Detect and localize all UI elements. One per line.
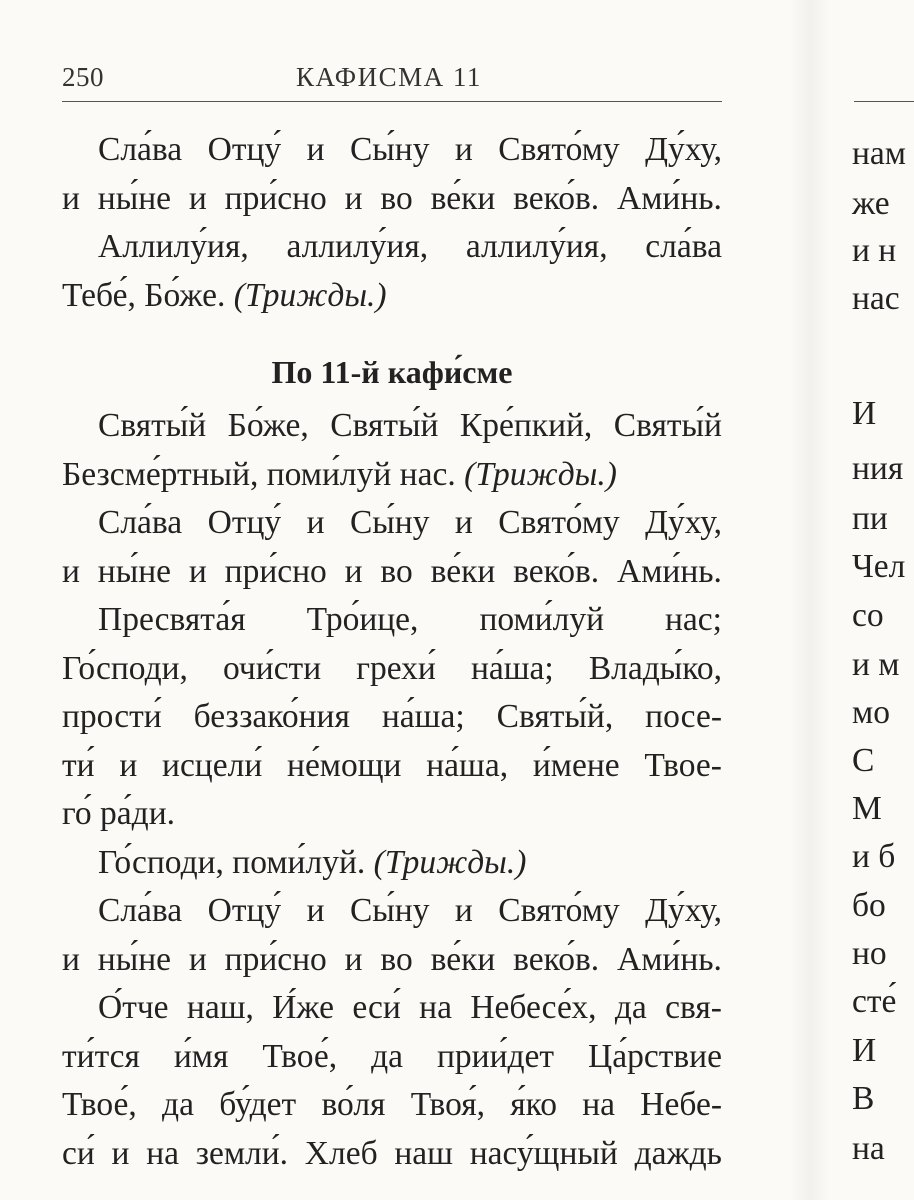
right-page-fragment: бо [852,887,886,924]
text-line: го́ ра́ди. [62,795,175,832]
word: земли́. [195,1134,289,1172]
word: во [380,940,413,978]
word: во [380,179,413,217]
right-page-fragment: ния [852,450,904,487]
text-line [62,984,722,1033]
word: аллилу́ия, [465,228,608,265]
word: во́ля [321,1086,386,1123]
word: нас; [665,601,722,638]
word: при́сно [224,940,327,978]
word: веко́в. [513,552,600,590]
text-line [62,936,722,985]
word: Свято́му [498,131,620,168]
right-page-fragment: и м [852,646,900,683]
text-line [62,402,722,451]
rubric-note: (Трижды.) [464,455,617,493]
right-page-fragment: В [852,1080,875,1117]
right-page-fragment: сте́ [852,983,897,1020]
word: ти́ [62,746,95,784]
word: на́ша, [426,746,509,784]
word: Твое́, [62,1086,137,1123]
word: Кре́пкий, [459,407,593,444]
text-line [62,645,722,694]
word: и [344,552,363,590]
word: исцели́ [162,746,263,784]
word: на́ша; [381,698,465,735]
word: во [380,552,413,590]
line-text: Тебе́, Бо́же. [62,276,234,314]
word: и [306,892,325,929]
word: и [344,940,363,978]
word: Ду́ху, [645,892,722,929]
word: и́мене [532,746,620,784]
word: бу́дет [219,1086,297,1123]
word: Небесе́х, [470,989,597,1026]
word: прости́ [62,698,162,735]
word: Отцу́ [207,892,282,929]
word: Отцу́ [207,131,282,168]
word: я́ко [510,1086,557,1123]
word: Ами́нь. [617,552,722,590]
word: на [419,989,452,1026]
word: Ца́рствие [588,1037,722,1075]
right-page-fragment: Чел [852,548,906,585]
word: и [119,746,138,784]
word: и [454,504,473,541]
word: даждь [634,1134,722,1172]
word: Бо́же, [227,407,309,444]
text-line [62,742,722,791]
section-heading: По 11-й кафи́сме [271,354,513,390]
word: беззако́ния [193,698,350,735]
text-line [62,451,722,500]
text-line [62,887,722,936]
rubric-note: (Трижды.) [373,843,527,881]
word: прии́дет [436,1037,555,1075]
text-line [62,126,722,175]
word: да [614,989,647,1026]
word: Святы́й [98,407,207,444]
word: поми́луй [479,601,604,638]
word: Пресвята́я [98,601,246,638]
word: Твое- [644,746,722,784]
word: Аллилу́ия, [98,228,249,265]
right-page-fragment: нас [852,280,900,317]
prayer-text [62,126,722,1178]
word: Сы́ну [349,892,430,929]
right-page-fragment: же [852,185,890,222]
word: да [371,1037,404,1075]
right-page-fragment: со [852,597,884,634]
word: посе- [645,698,722,735]
word: Ами́нь. [617,179,722,217]
word: и [306,131,325,168]
word: и́мя [173,1037,229,1075]
text-line [62,693,722,742]
word: Хлеб [304,1134,378,1172]
word: Ду́ху, [645,504,722,541]
word: Святы́й [613,407,722,444]
word: Го́споди, [62,649,188,687]
right-page-fragment: но [852,935,887,972]
word: ны́не [97,940,172,978]
text-line [62,1081,722,1130]
right-page-fragment: И [852,1032,877,1069]
right-page-fragment: и б [852,838,896,875]
word: и [62,940,80,978]
word: Влады́ко, [588,649,722,687]
right-page-fragment: и н [852,232,897,269]
text-line [62,1130,722,1179]
right-page-edge [840,0,906,1200]
right-page-fragment: И [852,395,877,432]
word: сла́ва [645,228,722,265]
word: и [188,552,207,590]
word: Твое́, [262,1037,338,1075]
text-line [62,223,722,272]
word: на [582,1086,616,1123]
word: О́тче [98,989,169,1026]
word: ве́ки [430,940,496,978]
text-line [62,1033,722,1082]
running-title: КАФИСМА 11 [296,62,482,92]
word: си́ [62,1134,95,1172]
word: еси́ [352,989,401,1026]
book-gutter [790,0,830,1200]
word: Свято́му [498,504,620,541]
word: Святы́й [330,407,439,444]
word: Твоя́, [410,1086,485,1123]
word: веко́в. [513,940,600,978]
word: да [162,1086,194,1123]
text-line [62,839,722,888]
word: Святы́й, [496,698,614,735]
right-page-fragment: нам [852,135,906,172]
word: грехи́ [356,649,436,687]
word: Сы́ну [349,504,430,541]
word: и [344,179,363,217]
text-line [62,548,722,597]
word: Тро́ице, [306,601,419,638]
line-text: Безсме́ртный, поми́луй нас. [62,455,465,493]
word: и [62,179,80,217]
word: веко́в. [513,179,600,217]
word: при́сно [224,179,327,217]
word: ти́тся [62,1037,140,1075]
word: и [111,1134,130,1172]
word: и [454,892,473,929]
text-line [62,272,722,321]
word: и [306,504,325,541]
word: при́сно [224,552,327,590]
text-line [62,499,722,548]
word: Свято́му [498,892,620,929]
word: Ами́нь. [617,940,722,978]
word: Сла́ва [98,131,183,168]
word: Ду́ху, [645,131,722,168]
word: на [146,1134,179,1172]
rubric-note: (Трижды.) [233,276,387,314]
right-page-fragment: на [852,1130,885,1167]
word: аллилу́ия, [286,228,429,265]
word: наш [394,1134,453,1172]
right-page-fragment: М [852,790,882,827]
right-page-fragment: пи [852,500,888,537]
word: Сла́ва [98,504,183,541]
word: ны́не [97,552,172,590]
word: И́же [272,989,334,1026]
word: ве́ки [430,552,496,590]
word: и [62,552,80,590]
header-rule [854,101,914,102]
right-page-fragment: С [852,742,875,779]
word: и [188,179,207,217]
word: и [188,940,207,978]
word: свя- [665,989,722,1026]
word: и [454,131,473,168]
line-text: Го́споди, поми́луй. [98,843,374,881]
word: наш, [186,989,254,1026]
word: ве́ки [430,179,496,217]
word: очи́сти [223,649,322,687]
word: не́мощи [287,746,402,784]
text-line [62,596,722,645]
word: насу́щный [469,1134,618,1172]
page-number: 250 [62,62,104,92]
word: Отцу́ [207,504,282,541]
word: Сы́ну [349,131,430,168]
header-rule [62,101,722,102]
word: ны́не [97,179,172,217]
right-page-fragment: мо [852,694,890,731]
word: Небе- [640,1086,722,1123]
word: Сла́ва [98,892,183,929]
text-line [62,175,722,224]
word: на́ша; [470,649,554,687]
